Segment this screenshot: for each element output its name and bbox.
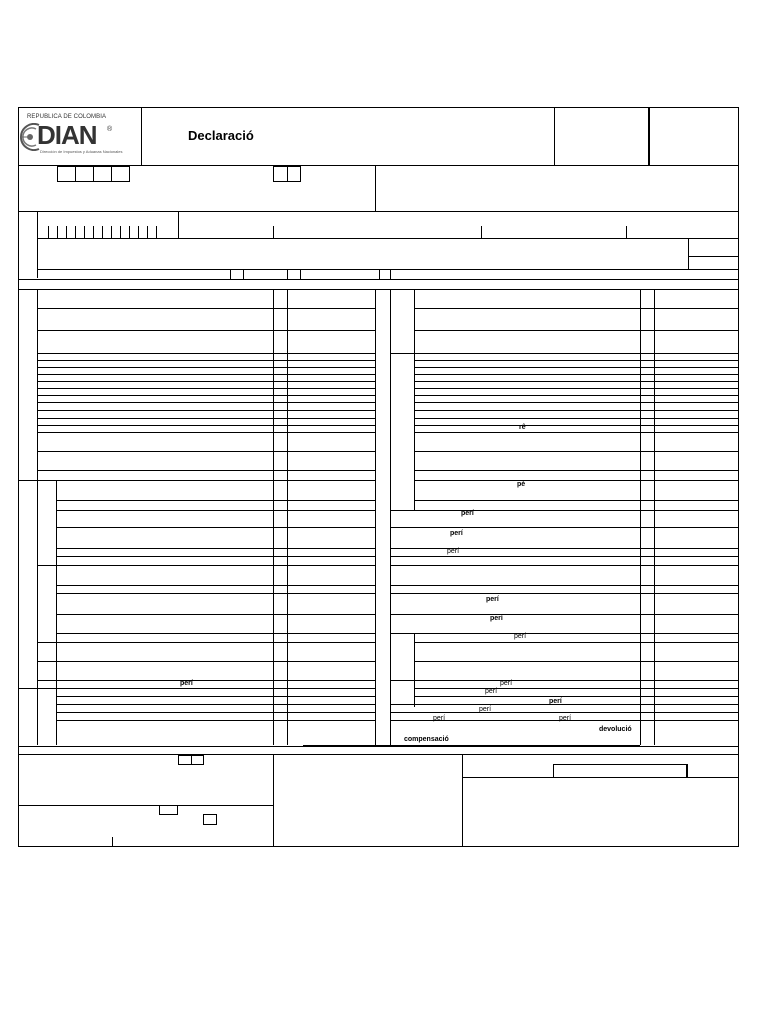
signature-checkbox-2[interactable] — [191, 755, 204, 765]
row2-divider — [375, 165, 376, 211]
left-code-column — [273, 289, 274, 745]
label-per-4: perí — [486, 596, 499, 603]
label-per-7: perí — [500, 680, 513, 687]
signature-col-2 — [462, 754, 463, 846]
body-bottom-line-full — [18, 746, 739, 747]
signature-checkbox-4[interactable] — [203, 814, 217, 825]
signature-checkbox-3[interactable] — [159, 805, 178, 815]
label-per-10: perí — [479, 706, 492, 713]
label-compensacion: compensació — [404, 736, 449, 743]
form-title: Declaració — [188, 128, 254, 143]
header-divider-title — [554, 107, 555, 166]
id-section-left-border — [37, 211, 38, 278]
year-digit-box-1[interactable] — [57, 166, 76, 182]
middle-right-border — [390, 289, 391, 745]
logo-subtitle: Dirección de Impuestos y Aduanas Nacionales — [40, 149, 123, 154]
header-divider-number — [648, 107, 650, 166]
label-per-12: perí — [559, 715, 572, 722]
frame-bottom — [18, 846, 739, 847]
label-pe: pé — [517, 481, 526, 488]
payment-amount-box[interactable] — [553, 764, 688, 778]
header-divider-logo — [141, 107, 142, 166]
label-per-9: perí — [549, 698, 562, 705]
id-section-bottom-line — [18, 279, 739, 280]
logo-registered-mark: ® — [107, 126, 113, 133]
label-per-8: perí — [485, 688, 498, 695]
right-group-column-a — [414, 289, 415, 510]
right-value-column — [654, 289, 655, 745]
name-field-divider — [688, 238, 689, 269]
label-per-5: perí — [490, 615, 503, 622]
label-per-11: perí — [433, 715, 446, 722]
period-box-2[interactable] — [287, 166, 301, 182]
name-row-top-line — [37, 238, 739, 239]
year-digit-box-2[interactable] — [75, 166, 94, 182]
label-per-2: perí — [450, 530, 463, 537]
label-per-1: perí — [461, 510, 474, 517]
label-per-left: perí — [180, 680, 193, 687]
row2-bottom-line — [18, 211, 739, 212]
left-subgroup-column — [56, 480, 57, 745]
middle-left-border — [375, 289, 376, 745]
period-box-1[interactable] — [273, 166, 288, 182]
signature-col-1 — [273, 754, 274, 846]
logo-wordmark: DIAN — [37, 120, 97, 150]
label-per-3: perí — [447, 548, 460, 555]
logo-country-text: REPUBLICA DE COLOMBIA — [27, 114, 107, 120]
frame-right — [738, 107, 739, 847]
right-code-column — [640, 289, 641, 745]
frame-top — [18, 107, 739, 108]
year-digit-box-3[interactable] — [93, 166, 112, 182]
label-devolucion: devolució — [599, 726, 632, 733]
label-per-6: perí — [514, 633, 527, 640]
left-value-column — [287, 289, 288, 745]
left-group-column — [37, 289, 38, 745]
section-gap-line — [18, 289, 739, 290]
signature-checkbox-1[interactable] — [178, 755, 192, 765]
frame-left — [18, 107, 19, 847]
year-digit-box-4[interactable] — [111, 166, 130, 182]
label-re: rê — [519, 424, 526, 431]
nit-field-divider — [178, 211, 179, 238]
